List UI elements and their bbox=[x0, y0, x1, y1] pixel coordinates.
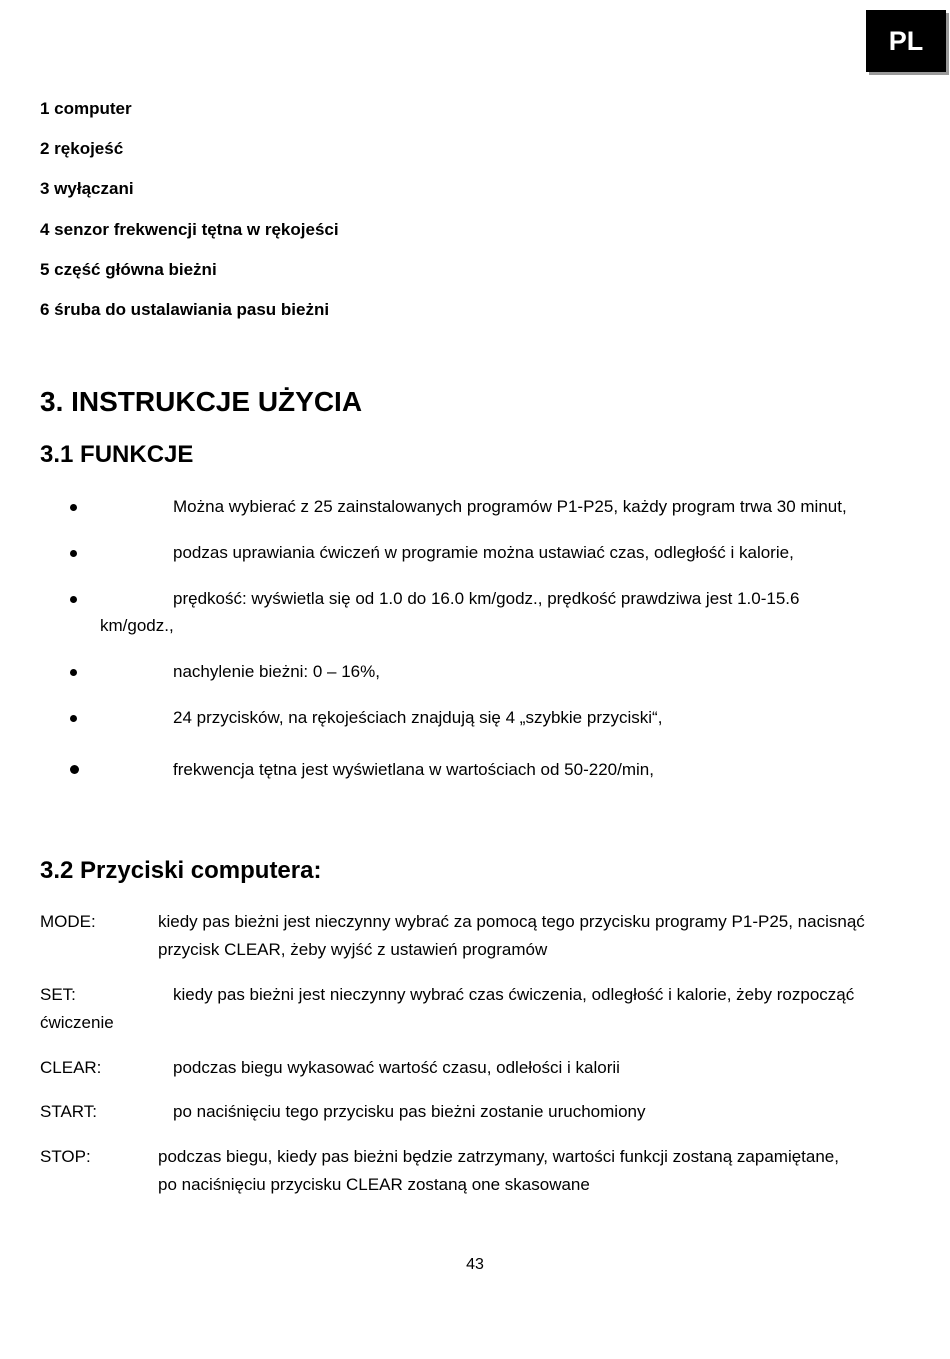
subsection-title-functions: 3.1 FUNKCJE bbox=[40, 441, 194, 468]
button-desc: kiedy pas bieżni jest nieczynny wybrać czas ćwiczenia, odległość i kalorie, żeby rozpocząć bbox=[173, 985, 855, 1004]
page-number: 43 bbox=[466, 1256, 484, 1273]
button-desc-continued: ćwiczenie bbox=[40, 1013, 114, 1032]
button-label: START: bbox=[40, 1102, 97, 1121]
button-label: MODE: bbox=[40, 912, 96, 931]
feature-text: podzas uprawiania ćwiczeń w programie można ustawiać czas, odległość i kalorie, bbox=[173, 543, 794, 562]
feature-text: nachylenie bieżni: 0 – 16%, bbox=[173, 662, 380, 681]
feature-text: Można wybierać z 25 zainstalowanych programów P1-P25, każdy program trwa 30 minut, bbox=[173, 497, 847, 516]
feature-text: prędkość: wyświetla się od 1.0 do 16.0 km/godz., prędkość prawdziwa jest 1.0-15.6 bbox=[173, 589, 800, 608]
feature-text: frekwencja tętna jest wyświetlana w wartościach od 50-220/min, bbox=[173, 760, 654, 779]
list-item: 3 wyłączani bbox=[40, 179, 134, 199]
list-item: 1 computer bbox=[40, 99, 132, 118]
bullet-icon bbox=[70, 504, 77, 511]
button-desc: po naciśnięciu tego przycisku pas bieżni zostanie uruchomiony bbox=[173, 1102, 646, 1121]
button-label: STOP: bbox=[40, 1147, 91, 1166]
bullet-icon bbox=[70, 550, 77, 557]
list-item: 5 część główna bieżni bbox=[40, 259, 217, 279]
feature-text: 24 przycisków, na rękojeściach znajdują się 4 „szybkie przyciski“, bbox=[173, 708, 663, 727]
button-label: SET: bbox=[40, 985, 76, 1004]
button-desc: podczas biegu, kiedy pas bieżni będzie zatrzymany, wartości funkcji zostaną zapamiętane, bbox=[158, 1147, 839, 1166]
list-item: 4 senzor frekwencji tętna w rękojeści bbox=[40, 219, 339, 239]
button-label: CLEAR: bbox=[40, 1058, 102, 1077]
list-item: 2 rękojeść bbox=[40, 139, 124, 159]
language-badge: PL bbox=[866, 10, 946, 72]
list-item: 6 śruba do ustalawiania pasu bieżni bbox=[40, 299, 330, 319]
section-title: 3. INSTRUKCJE UŻYCIA bbox=[40, 386, 363, 417]
button-desc-continued: przycisk CLEAR, żeby wyjść z ustawień programów bbox=[158, 940, 548, 959]
subsection-title-buttons: 3.2 Przyciski computera: bbox=[40, 857, 322, 884]
bullet-icon bbox=[70, 715, 77, 722]
button-desc: kiedy pas bieżni jest nieczynny wybrać za pomocą tego przycisku programy P1-P25, nacisnąć bbox=[158, 912, 865, 931]
bullet-icon bbox=[70, 765, 79, 774]
parts-list bbox=[40, 98, 339, 339]
bullet-icon bbox=[70, 596, 77, 603]
feature-text-continued: km/godz., bbox=[100, 616, 174, 635]
bullet-icon bbox=[70, 669, 77, 676]
button-desc: podczas biegu wykasować wartość czasu, odlełości i kalorii bbox=[173, 1058, 620, 1077]
button-desc-continued: po naciśnięciu przycisku CLEAR zostaną one skasowane bbox=[158, 1175, 590, 1194]
